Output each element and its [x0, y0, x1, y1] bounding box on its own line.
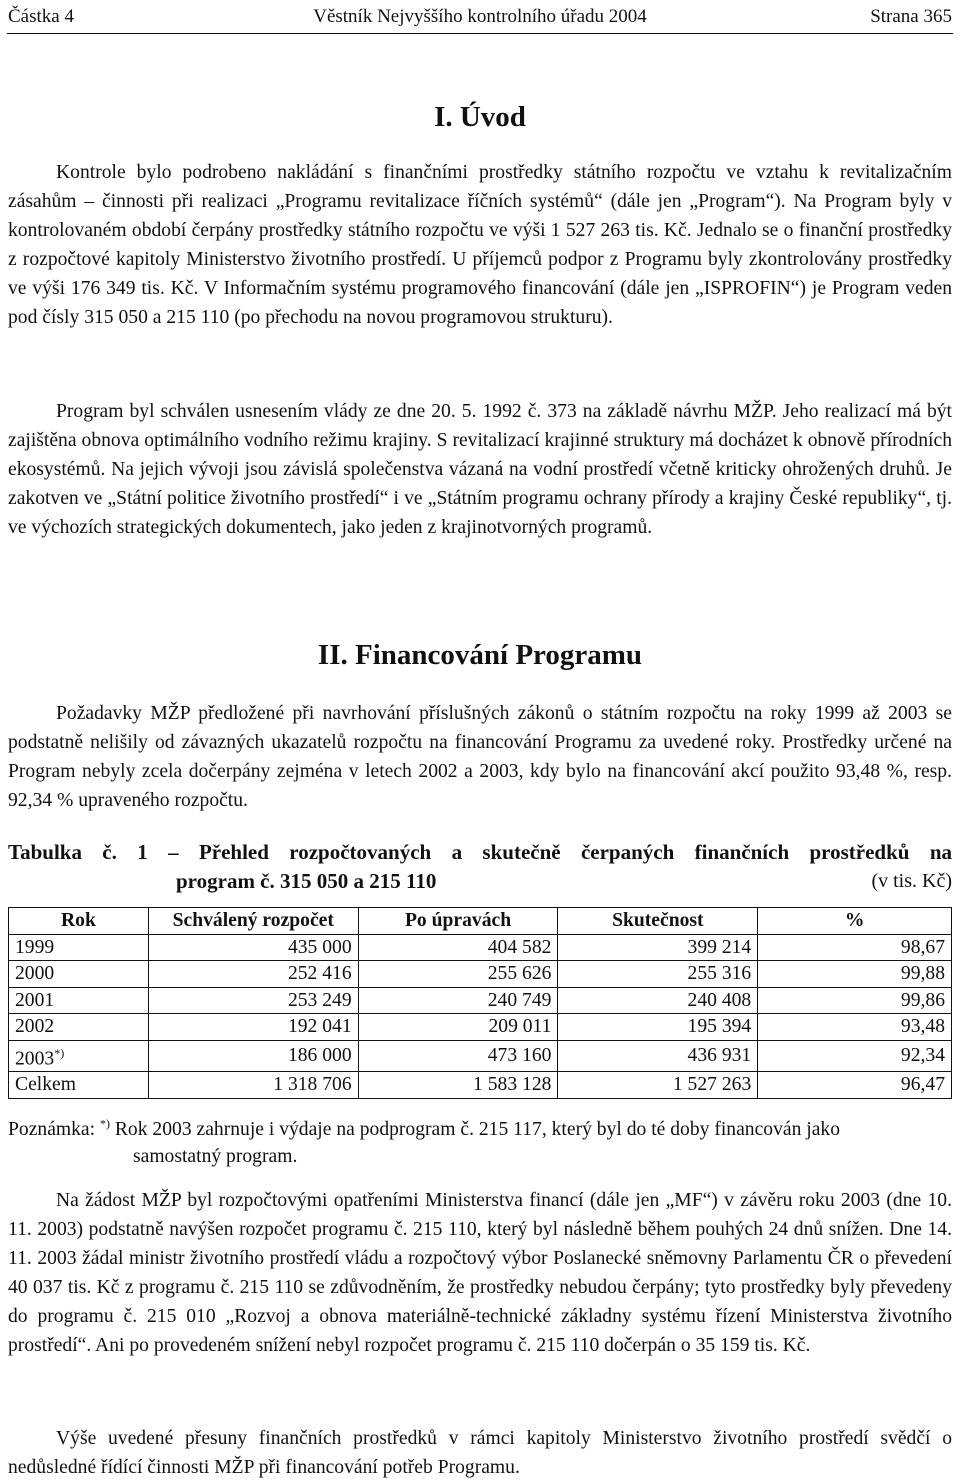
cell-adjusted: 473 160 [358, 1040, 558, 1072]
cell-approved: 1 318 706 [148, 1072, 358, 1099]
table-row [9, 987, 952, 1014]
footnote-marker: *) [54, 1045, 65, 1060]
closing-paragraph-1 [8, 1186, 952, 1360]
cell-year-text: 2003 [15, 1048, 55, 1070]
header-journal-title: Věstník Nejvyššího kontrolního úřadu 2004 [313, 6, 647, 27]
cell-actual: 436 931 [558, 1040, 758, 1072]
table-caption-line-2 [8, 867, 952, 896]
cell-actual: 399 214 [558, 934, 758, 961]
cell-approved: 186 000 [148, 1040, 358, 1072]
header-divider [7, 33, 953, 34]
cell-approved: 253 249 [148, 987, 358, 1014]
note-first-line [8, 1116, 841, 1140]
section-2-title: II. Financování Programu [317, 639, 643, 671]
cell-approved: 435 000 [148, 934, 358, 961]
cell-actual: 240 408 [558, 987, 758, 1014]
cell-adjusted: 209 011 [358, 1014, 558, 1041]
table-row [9, 934, 952, 961]
section-1-paragraph-1 [8, 158, 952, 332]
table-row [9, 1014, 952, 1041]
cell-year: 2002 [9, 1014, 149, 1041]
section-1-title: I. Úvod [434, 101, 526, 133]
column-header-year: Rok [9, 908, 149, 935]
cell-percent: 93,48 [758, 1014, 952, 1041]
table-caption-program: program č. 315 050 a 215 110 [176, 869, 437, 893]
cell-actual: 195 394 [558, 1014, 758, 1041]
table-row [9, 1040, 952, 1072]
closing-paragraph-2 [8, 1424, 952, 1482]
section-1-paragraph-2 [8, 397, 952, 542]
budget-table [8, 907, 952, 1099]
cell-approved: 252 416 [148, 961, 358, 988]
cell-percent: 99,86 [758, 987, 952, 1014]
closing-paragraph-2-text: Výše uvedené přesuny finančních prostředků v rámci kapitoly Ministerstvo životního prostředí svědčí o nedůsledné řídící činnosti MŽP při financování potřeb Programu. [8, 1428, 952, 1478]
note-text-line-1: Rok 2003 zahrnuje i výdaje na podprogram č. 215 117, který byl do té doby financován jako [109, 1118, 841, 1140]
section-2-paragraph-1-text: Požadavky MŽP předložené při navrhování příslušných zákonů o státním rozpočtu na roky 1999 až 2003 se podstatně nelišily od závazných ukazatelů rozpočtu na financování Programu za uvedené roky. Prostředky určené na Program nebyly zcela dočerpány zejména v letech 2002 a 2003, kdy bylo na financování akcí použito 93,48 %, resp. 92,34 % upraveného rozpočtu. [8, 703, 952, 811]
note-text-line-2: samostatný program. [133, 1145, 298, 1167]
cell-approved: 192 041 [148, 1014, 358, 1041]
cell-adjusted: 1 583 128 [358, 1072, 558, 1099]
section-2-paragraph-1 [8, 699, 952, 815]
cell-percent: 99,88 [758, 961, 952, 988]
column-header-approved: Schválený rozpočet [148, 908, 358, 935]
cell-adjusted: 255 626 [358, 961, 558, 988]
cell-year: Celkem [9, 1072, 149, 1099]
closing-paragraph-1-text: Na žádost MŽP byl rozpočtovými opatřeními Ministerstva financí (dále jen „MF“) v závěru roku 2003 (dne 10. 11. 2003) podstatně navýšen rozpočet programu č. 215 110, který byl následně během pouhých 24 dnů snížen. Dne 14. 11. 2003 žádal ministr životního prostředí vládu a rozpočtový výbor Poslanecké sněmovny Parlamentu ČR o převedení 40 037 tis. Kč z programu č. 215 110 se zdůvodněním, že prostředky nebudou čerpány; tyto prostředky byly převedeny do programu č. 215 010 „Rozvoj a obnova materiálně-technické základny systému řízení Ministerstva životního prostředí“. Ani po provedeném snížení nebyl rozpočet programu č. 215 110 dočerpán o 35 159 tis. Kč. [8, 1190, 952, 1356]
cell-year [9, 1040, 149, 1072]
page-header [8, 4, 952, 30]
cell-actual: 255 316 [558, 961, 758, 988]
table-caption [8, 838, 952, 896]
cell-percent: 92,34 [758, 1040, 952, 1072]
cell-percent: 98,67 [758, 934, 952, 961]
section-1-paragraph-1-text: Kontrole bylo podrobeno nakládání s finančními prostředky státního rozpočtu ve vztahu k revitalizačním zásahům – činnosti při realizaci „Programu revitalizace říčních systémů“ (dále jen „Program“). Na Program byly v kontrolovaném období čerpány prostředky státního rozpočtu ve výši 1 527 263 tis. Kč. Jednalo se o finanční prostředky z rozpočtové kapitoly Ministerstvo životního prostředí. U příjemců podpor z Programu byly zkontrolovány prostředky ve výši 176 349 tis. Kč. V Informačním systému programového financování (dále jen „ISPROFIN“) je Program veden pod čísly 315 050 a 215 110 (po přechodu na novou programovou strukturu). [8, 162, 952, 328]
section-1-paragraph-2-text: Program byl schválen usnesením vlády ze dne 20. 5. 1992 č. 373 na základě návrhu MŽP. Jeho realizací má být zajištěna obnova optimálního vodního režimu krajiny. S revitalizací krajinné struktury má docházet k obnově přírodních ekosystémů. Na jejich vývoji jsou závislá společenstva vázaná na vodní prostředí včetně kriticky ohrožených druhů. Je zakotven ve „Státní politice životního prostředí“ i ve „Státním programu ochrany přírody a krajiny České republiky“, tj. ve výchozích strategických dokumentech, jako jeden z krajinotvorných programů. [8, 401, 952, 538]
cell-year: 1999 [9, 934, 149, 961]
table-header-row [9, 908, 952, 935]
table-caption-line-1: Tabulka č. 1 – Přehled rozpočtovaných a skutečně čerpaných finančních prostředků na [8, 840, 952, 864]
cell-year: 2000 [9, 961, 149, 988]
table-note [8, 1110, 952, 1170]
cell-actual: 1 527 263 [558, 1072, 758, 1099]
table-row [9, 961, 952, 988]
cell-adjusted: 404 582 [358, 934, 558, 961]
table-row-total [9, 1072, 952, 1099]
column-header-actual: Skutečnost [558, 908, 758, 935]
column-header-percent: % [758, 908, 952, 935]
note-marker: *) [99, 1116, 110, 1130]
cell-adjusted: 240 749 [358, 987, 558, 1014]
header-page-number: Strana 365 [870, 6, 952, 27]
column-header-adjusted: Po úpravách [358, 908, 558, 935]
cell-percent: 96,47 [758, 1072, 952, 1099]
header-issue: Částka 4 [8, 6, 74, 27]
table-unit: (v tis. Kč) [871, 870, 952, 892]
note-label: Poznámka: [8, 1118, 100, 1140]
cell-year: 2001 [9, 987, 149, 1014]
